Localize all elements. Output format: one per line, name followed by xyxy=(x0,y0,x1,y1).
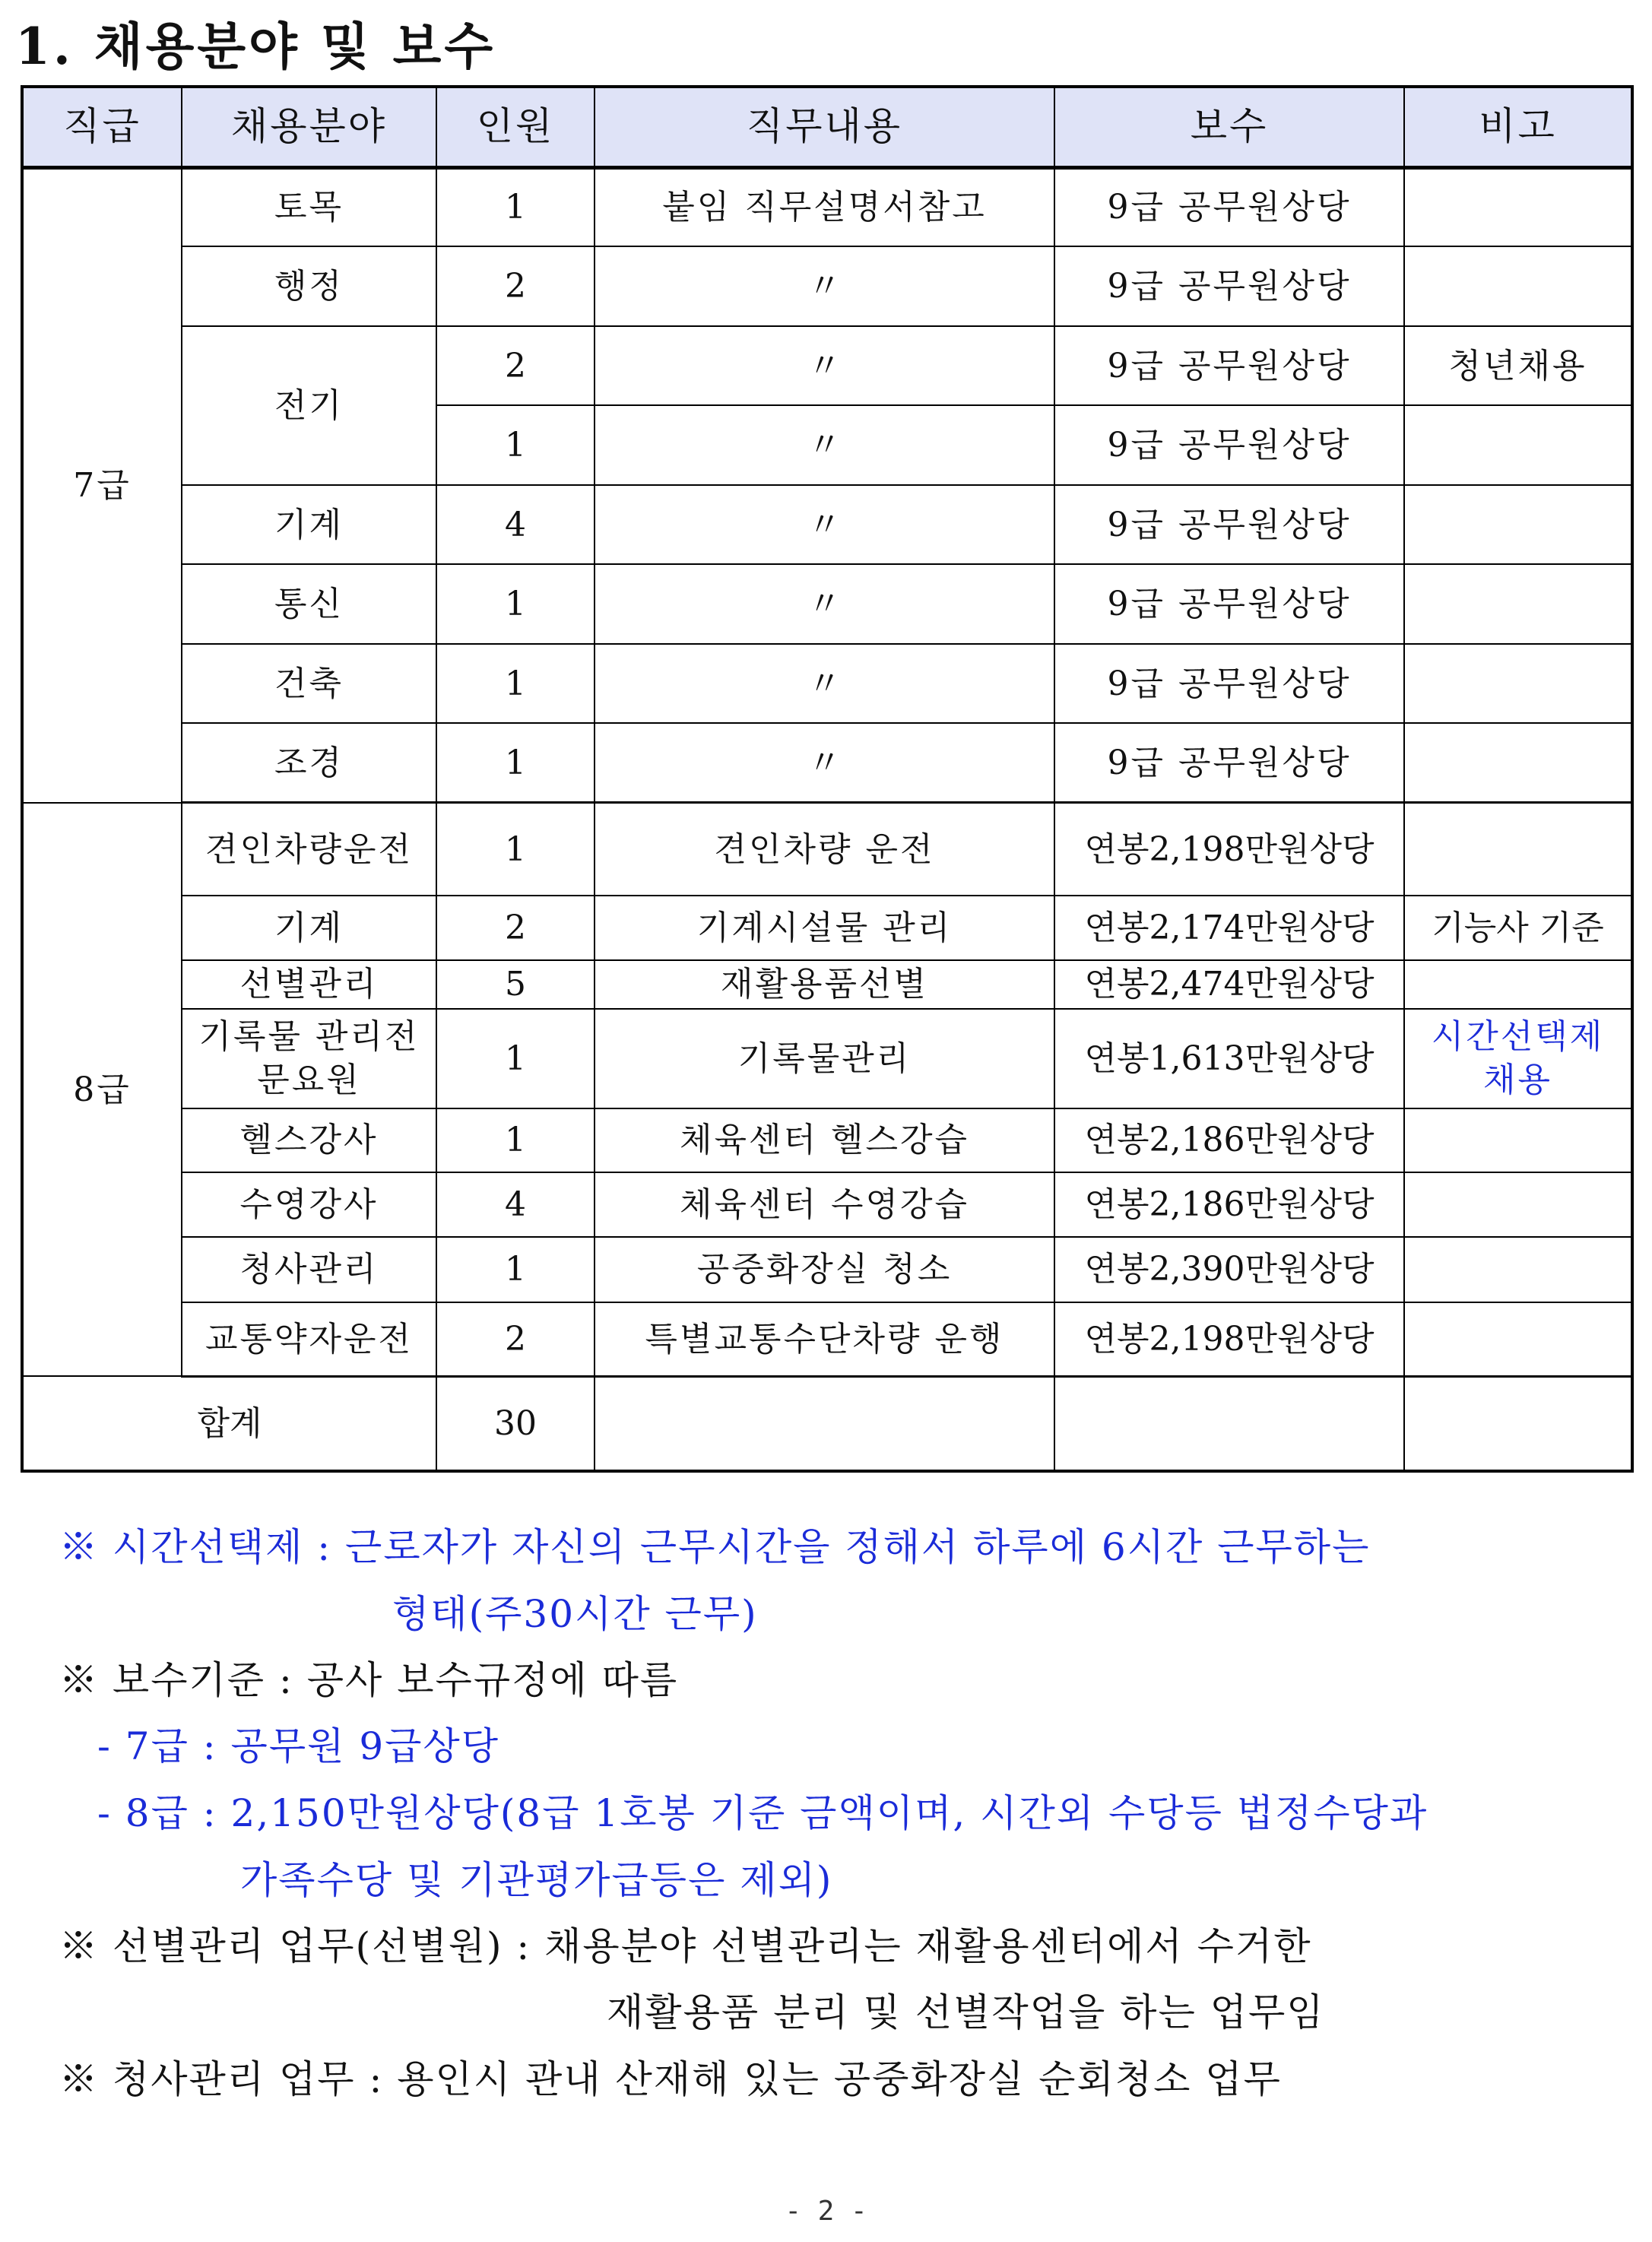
field-cell: 기록물 관리전문요원 xyxy=(182,1009,436,1108)
note-pay-grade8: - 8급 : 2,150만원상당(8급 1호봉 기준 금액이며, 시간외 수당등 법정수당과 xyxy=(97,1791,1428,1835)
total-count: 30 xyxy=(436,1376,595,1471)
note-flextime-cont: 형태(주30시간 근무) xyxy=(392,1592,758,1636)
note-pay-grade7: - 7급 : 공무원 9급상당 xyxy=(97,1724,500,1768)
duty-cell: 〃 xyxy=(595,326,1054,405)
field-cell: 전기 xyxy=(182,326,436,485)
count-cell: 1 xyxy=(436,1108,595,1172)
note-cell xyxy=(1404,1108,1632,1172)
note-pay-standard: ※ 보수기준 : 공사 보수규정에 따름 xyxy=(59,1658,679,1702)
note-cell xyxy=(1404,644,1632,723)
pay-cell: 연봉2,186만원상당 xyxy=(1054,1108,1404,1172)
count-cell: 1 xyxy=(436,167,595,246)
count-cell: 1 xyxy=(436,1009,595,1108)
field-cell: 견인차량운전 xyxy=(182,803,436,896)
note-cell xyxy=(1404,485,1632,564)
pay-cell: 연봉2,174만원상당 xyxy=(1054,896,1404,959)
duty-cell: 〃 xyxy=(595,723,1054,802)
pay-cell: 9급 공무원상당 xyxy=(1054,723,1404,802)
duty-cell: 체육센터 수영강습 xyxy=(595,1172,1054,1236)
table-row xyxy=(22,644,1632,723)
pay-cell: 9급 공무원상당 xyxy=(1054,564,1404,643)
section-title: 1. 채용분야 및 보수 xyxy=(15,17,496,76)
table-row xyxy=(22,246,1632,325)
duty-cell: 기계시설물 관리 xyxy=(595,896,1054,959)
count-cell: 2 xyxy=(436,896,595,959)
pay-cell: 9급 공무원상당 xyxy=(1054,644,1404,723)
note-flextime: ※ 시간선택제 : 근로자가 자신의 근무시간을 정해서 하루에 6시간 근무하는 xyxy=(59,1525,1371,1569)
header-note: 비고 xyxy=(1404,87,1632,167)
duty-cell: 붙임 직무설명서참고 xyxy=(595,167,1054,246)
field-cell: 조경 xyxy=(182,723,436,802)
duty-cell: 〃 xyxy=(595,644,1054,723)
note-cell xyxy=(1404,246,1632,325)
duty-cell: 체육센터 헬스강습 xyxy=(595,1108,1054,1172)
duty-cell: 공중화장실 청소 xyxy=(595,1237,1054,1302)
table-row xyxy=(22,1237,1632,1302)
header-pay: 보수 xyxy=(1054,87,1404,167)
note-cell xyxy=(1404,405,1632,484)
pay-cell: 연봉2,474만원상당 xyxy=(1054,960,1404,1009)
pay-cell: 9급 공무원상당 xyxy=(1054,485,1404,564)
note-cell: 청년채용 xyxy=(1404,326,1632,405)
count-cell: 4 xyxy=(436,1172,595,1236)
pay-cell: 연봉2,198만원상당 xyxy=(1054,803,1404,896)
table-row xyxy=(22,896,1632,959)
header-duty: 직무내용 xyxy=(595,87,1054,167)
count-cell: 1 xyxy=(436,1237,595,1302)
note-cell xyxy=(1404,1237,1632,1302)
table-row xyxy=(22,167,1632,246)
header-count: 인원 xyxy=(436,87,595,167)
duty-cell: 특별교통수단차량 운행 xyxy=(595,1302,1054,1376)
count-cell: 1 xyxy=(436,405,595,484)
count-cell: 1 xyxy=(436,644,595,723)
field-cell: 청사관리 xyxy=(182,1237,436,1302)
note-pay-grade8-cont: 가족수당 및 기관평가급등은 제외) xyxy=(240,1858,833,1902)
pay-cell: 9급 공무원상당 xyxy=(1054,246,1404,325)
note-cell xyxy=(1404,803,1632,896)
count-cell: 5 xyxy=(436,960,595,1009)
total-empty-duty xyxy=(595,1376,1054,1471)
note-cell xyxy=(1404,723,1632,802)
duty-cell: 〃 xyxy=(595,405,1054,484)
note-sorting-duty-cont: 재활용품 분리 및 선별작업을 하는 업무임 xyxy=(607,1990,1325,2034)
duty-cell: 〃 xyxy=(595,246,1054,325)
field-cell: 수영강사 xyxy=(182,1172,436,1236)
table-row xyxy=(22,1172,1632,1236)
field-cell: 기계 xyxy=(182,485,436,564)
total-row xyxy=(22,1376,1632,1471)
count-cell: 4 xyxy=(436,485,595,564)
field-cell: 교통약자운전 xyxy=(182,1302,436,1376)
grade-cell-7: 7급 xyxy=(22,167,182,803)
pay-cell: 연봉1,613만원상당 xyxy=(1054,1009,1404,1108)
header-grade: 직급 xyxy=(22,87,182,167)
total-empty-note xyxy=(1404,1376,1632,1471)
table-row xyxy=(22,485,1632,564)
count-cell: 1 xyxy=(436,723,595,802)
table-row xyxy=(22,564,1632,643)
note-cell xyxy=(1404,1302,1632,1376)
header-field: 채용분야 xyxy=(182,87,436,167)
duty-cell: 기록물관리 xyxy=(595,1009,1054,1108)
pay-cell: 9급 공무원상당 xyxy=(1054,167,1404,246)
field-cell: 통신 xyxy=(182,564,436,643)
grade-cell-8: 8급 xyxy=(22,803,182,1376)
duty-cell: 〃 xyxy=(595,564,1054,643)
table-row xyxy=(22,803,1632,896)
field-cell: 헬스강사 xyxy=(182,1108,436,1172)
field-cell: 기계 xyxy=(182,896,436,959)
duty-cell: 견인차량 운전 xyxy=(595,803,1054,896)
note-cell: 시간선택제 채용 xyxy=(1404,1009,1632,1108)
count-cell: 2 xyxy=(436,1302,595,1376)
recruitment-table xyxy=(21,85,1634,1473)
count-cell: 1 xyxy=(436,564,595,643)
field-cell: 토목 xyxy=(182,167,436,246)
note-cell xyxy=(1404,1172,1632,1236)
note-cell xyxy=(1404,960,1632,1009)
pay-cell: 9급 공무원상당 xyxy=(1054,405,1404,484)
table-row xyxy=(22,723,1632,802)
field-cell: 행정 xyxy=(182,246,436,325)
table-row xyxy=(22,326,1632,405)
count-cell: 2 xyxy=(436,246,595,325)
pay-cell: 연봉2,186만원상당 xyxy=(1054,1172,1404,1236)
duty-cell: 재활용품선별 xyxy=(595,960,1054,1009)
total-label: 합계 xyxy=(22,1376,436,1471)
page-number: - 2 - xyxy=(785,2196,867,2227)
pay-cell: 연봉2,198만원상당 xyxy=(1054,1302,1404,1376)
note-cell xyxy=(1404,564,1632,643)
pay-cell: 9급 공무원상당 xyxy=(1054,326,1404,405)
total-empty-pay xyxy=(1054,1376,1404,1471)
field-cell: 선별관리 xyxy=(182,960,436,1009)
table-row xyxy=(22,960,1632,1009)
count-cell: 2 xyxy=(436,326,595,405)
table-row xyxy=(22,1302,1632,1376)
table-row xyxy=(22,1108,1632,1172)
table-header-row xyxy=(22,87,1632,167)
note-sorting-duty: ※ 선별관리 업무(선별원) : 채용분야 선별관리는 재활용센터에서 수거한 xyxy=(59,1924,1312,1968)
field-cell: 건축 xyxy=(182,644,436,723)
pay-cell: 연봉2,390만원상당 xyxy=(1054,1237,1404,1302)
note-cleaning-duty: ※ 청사관리 업무 : 용인시 관내 산재해 있는 공중화장실 순회청소 업무 xyxy=(59,2057,1282,2101)
note-cell: 기능사 기준 xyxy=(1404,896,1632,959)
table-row xyxy=(22,1009,1632,1108)
duty-cell: 〃 xyxy=(595,485,1054,564)
note-cell xyxy=(1404,167,1632,246)
count-cell: 1 xyxy=(436,803,595,896)
